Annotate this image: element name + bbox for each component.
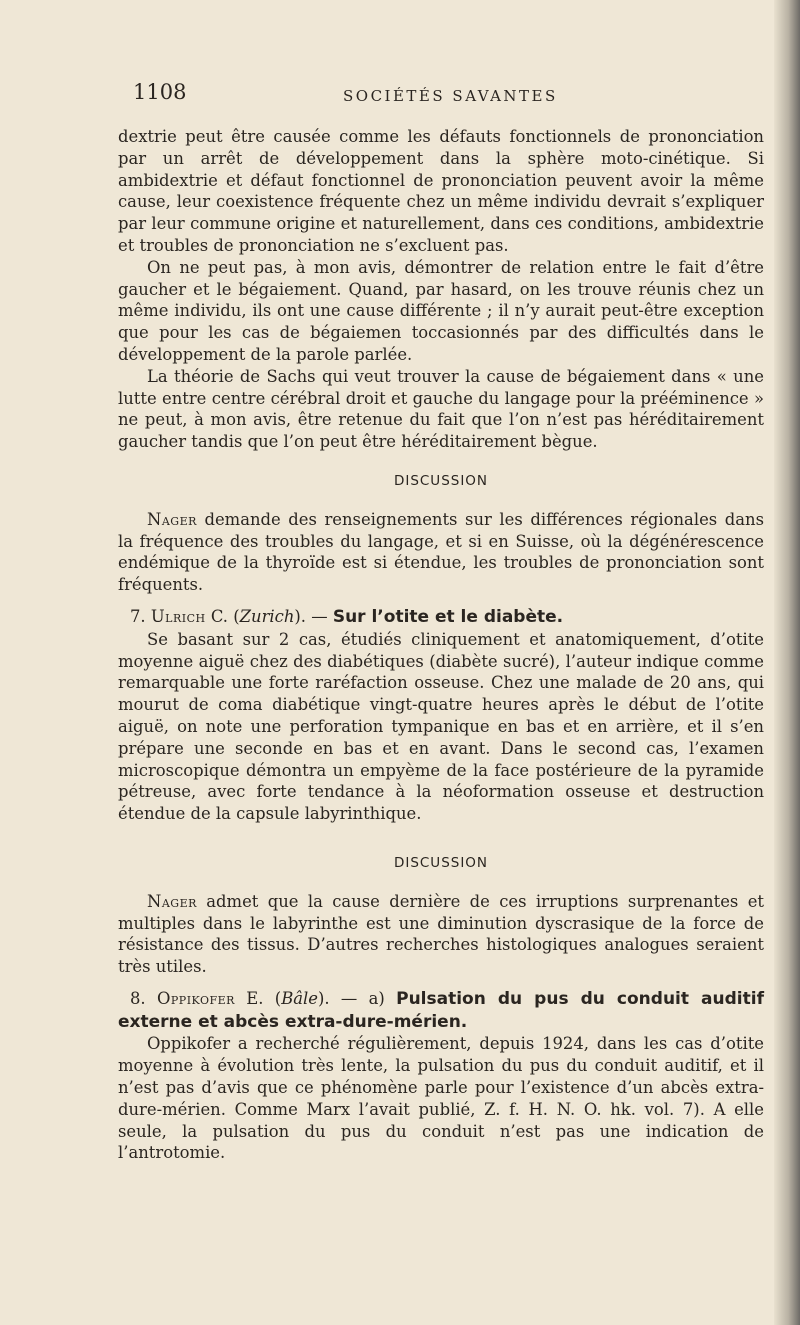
discussant-name: Nager <box>147 891 197 911</box>
binding-gutter-shadow <box>774 0 800 1325</box>
entry-author-initial: C. <box>210 606 229 626</box>
entry-dash: — <box>311 606 328 626</box>
entry-paragraph: Se basant sur 2 cas, étudiés cliniquement et anatomiquement, d’otite moyenne aiguë chez des diabétiques (diabète sucré), l’auteur indique comme remarquable une forte raréfaction osseuse. Chez une malade de 20 ans, qui mourut de coma diabétique vingt-quatre heures après le début de l’otite aiguë, on note une perforation tympanique en bas et en arrière, et il s’en prépare une seconde en bas et en avant. Dans le second cas, l’examen microscopique démontra un empyème de la face postérieure de la pyramide pétreuse, avec forte tendance à la néoformation osseuse et destruction étendue de la capsule labyrinthique. <box>118 629 764 824</box>
entry-dash: — <box>340 988 358 1008</box>
discussant-name: Nager <box>147 509 197 529</box>
entry-title: Sur l’otite et le diabète. <box>332 606 564 627</box>
entry-number: 8. <box>130 988 146 1008</box>
entry-heading: 8. Oppikofer E. (Bâle). — a) Pulsation du pus du conduit auditif externe et abcès extra-dure-mérien. <box>118 988 764 1032</box>
discussion-text: demande des renseignements sur les différences régionales dans la fréquence des troubles du langage, et si en Suisse, où la dégénérescence endémique de la thyroïde est si étendue, les troubles de prononciation sont fréquents. <box>118 509 764 595</box>
entry-author: Oppikofer <box>156 988 235 1008</box>
entry-paragraph: Oppikofer a recherché régulièrement, depuis 1924, dans les cas d’otite moyenne à évolution très lente, la pulsation du pus du conduit auditif, et il n’est pas d’avis que ce phénomène parle pour l’existence d’un abcès extra-dure-mérien. Comme Marx l’avait publié, Z. f. H. N. O. hk. vol. 7). A elle seule, la pulsation du pus du conduit n’est pas une indication de l’antrotomie. <box>118 1034 764 1163</box>
article-body <box>118 126 764 1164</box>
entry-author-initial: E. <box>246 988 264 1008</box>
discussion-text: admet que la cause dernière de ces irruptions surprenantes et multiples dans le labyrinthe est une diminution dyscrasique de la force de résistance des tissus. D’autres recherches histologiques analogues seraient très utiles. <box>118 891 764 977</box>
entry-place: Bâle <box>281 988 318 1008</box>
paragraph: dextrie peut être causée comme les défauts fonctionnels de prononciation par un arrêt de développement dans la sphère moto-cinétique. Si ambidextrie et défaut fonctionnel de prononciation peuvent avoir la même cause, leur coexistence fréquente chez un même individu devrait s’expliquer par leur commune origine et naturellement, dans ces conditions, ambidextrie et troubles de prononciation ne s’excluent pas. <box>118 127 764 255</box>
entry-author: Ulrich <box>150 606 206 626</box>
running-title: SOCIÉTÉS SAVANTES <box>343 87 558 105</box>
entry-heading: 7. Ulrich C. (Zurich). — Sur l’otite et le diabète. <box>130 606 564 627</box>
discussion-paragraph <box>118 509 764 596</box>
entry-place: Zurich <box>239 606 295 626</box>
entry-number: 7. <box>130 606 146 626</box>
discussion-paragraph <box>118 891 764 978</box>
entry-title: Pulsation du pus du conduit auditif externe et abcès extra-dure-mérien. <box>118 988 764 1032</box>
paragraph: On ne peut pas, à mon avis, démontrer de relation entre le fait d’être gaucher et le bégaiement. Quand, par hasard, on les trouve réunis chez un même individu, ils ont une cause différente ; il n’y aurait peut-être exception que pour les cas de bégaiemen toccasionnés par des difficultés dans le développement de la parole parlée. <box>118 257 764 364</box>
running-head <box>133 80 773 112</box>
discussion-heading: DISCUSSION <box>393 854 489 871</box>
page-number: 1108 <box>133 80 187 104</box>
discussion-heading: DISCUSSION <box>393 472 489 489</box>
paragraph: La théorie de Sachs qui veut trouver la cause de bégaiement dans « une lutte entre centre cérébral droit et gauche du langage pour la prééminence » ne peut, à mon avis, être retenue du fait que l’on n’est pas héréditairement gaucher tandis que l’on peut être héréditairement bègue. <box>118 366 764 452</box>
entry-subpart: a) <box>368 988 385 1008</box>
